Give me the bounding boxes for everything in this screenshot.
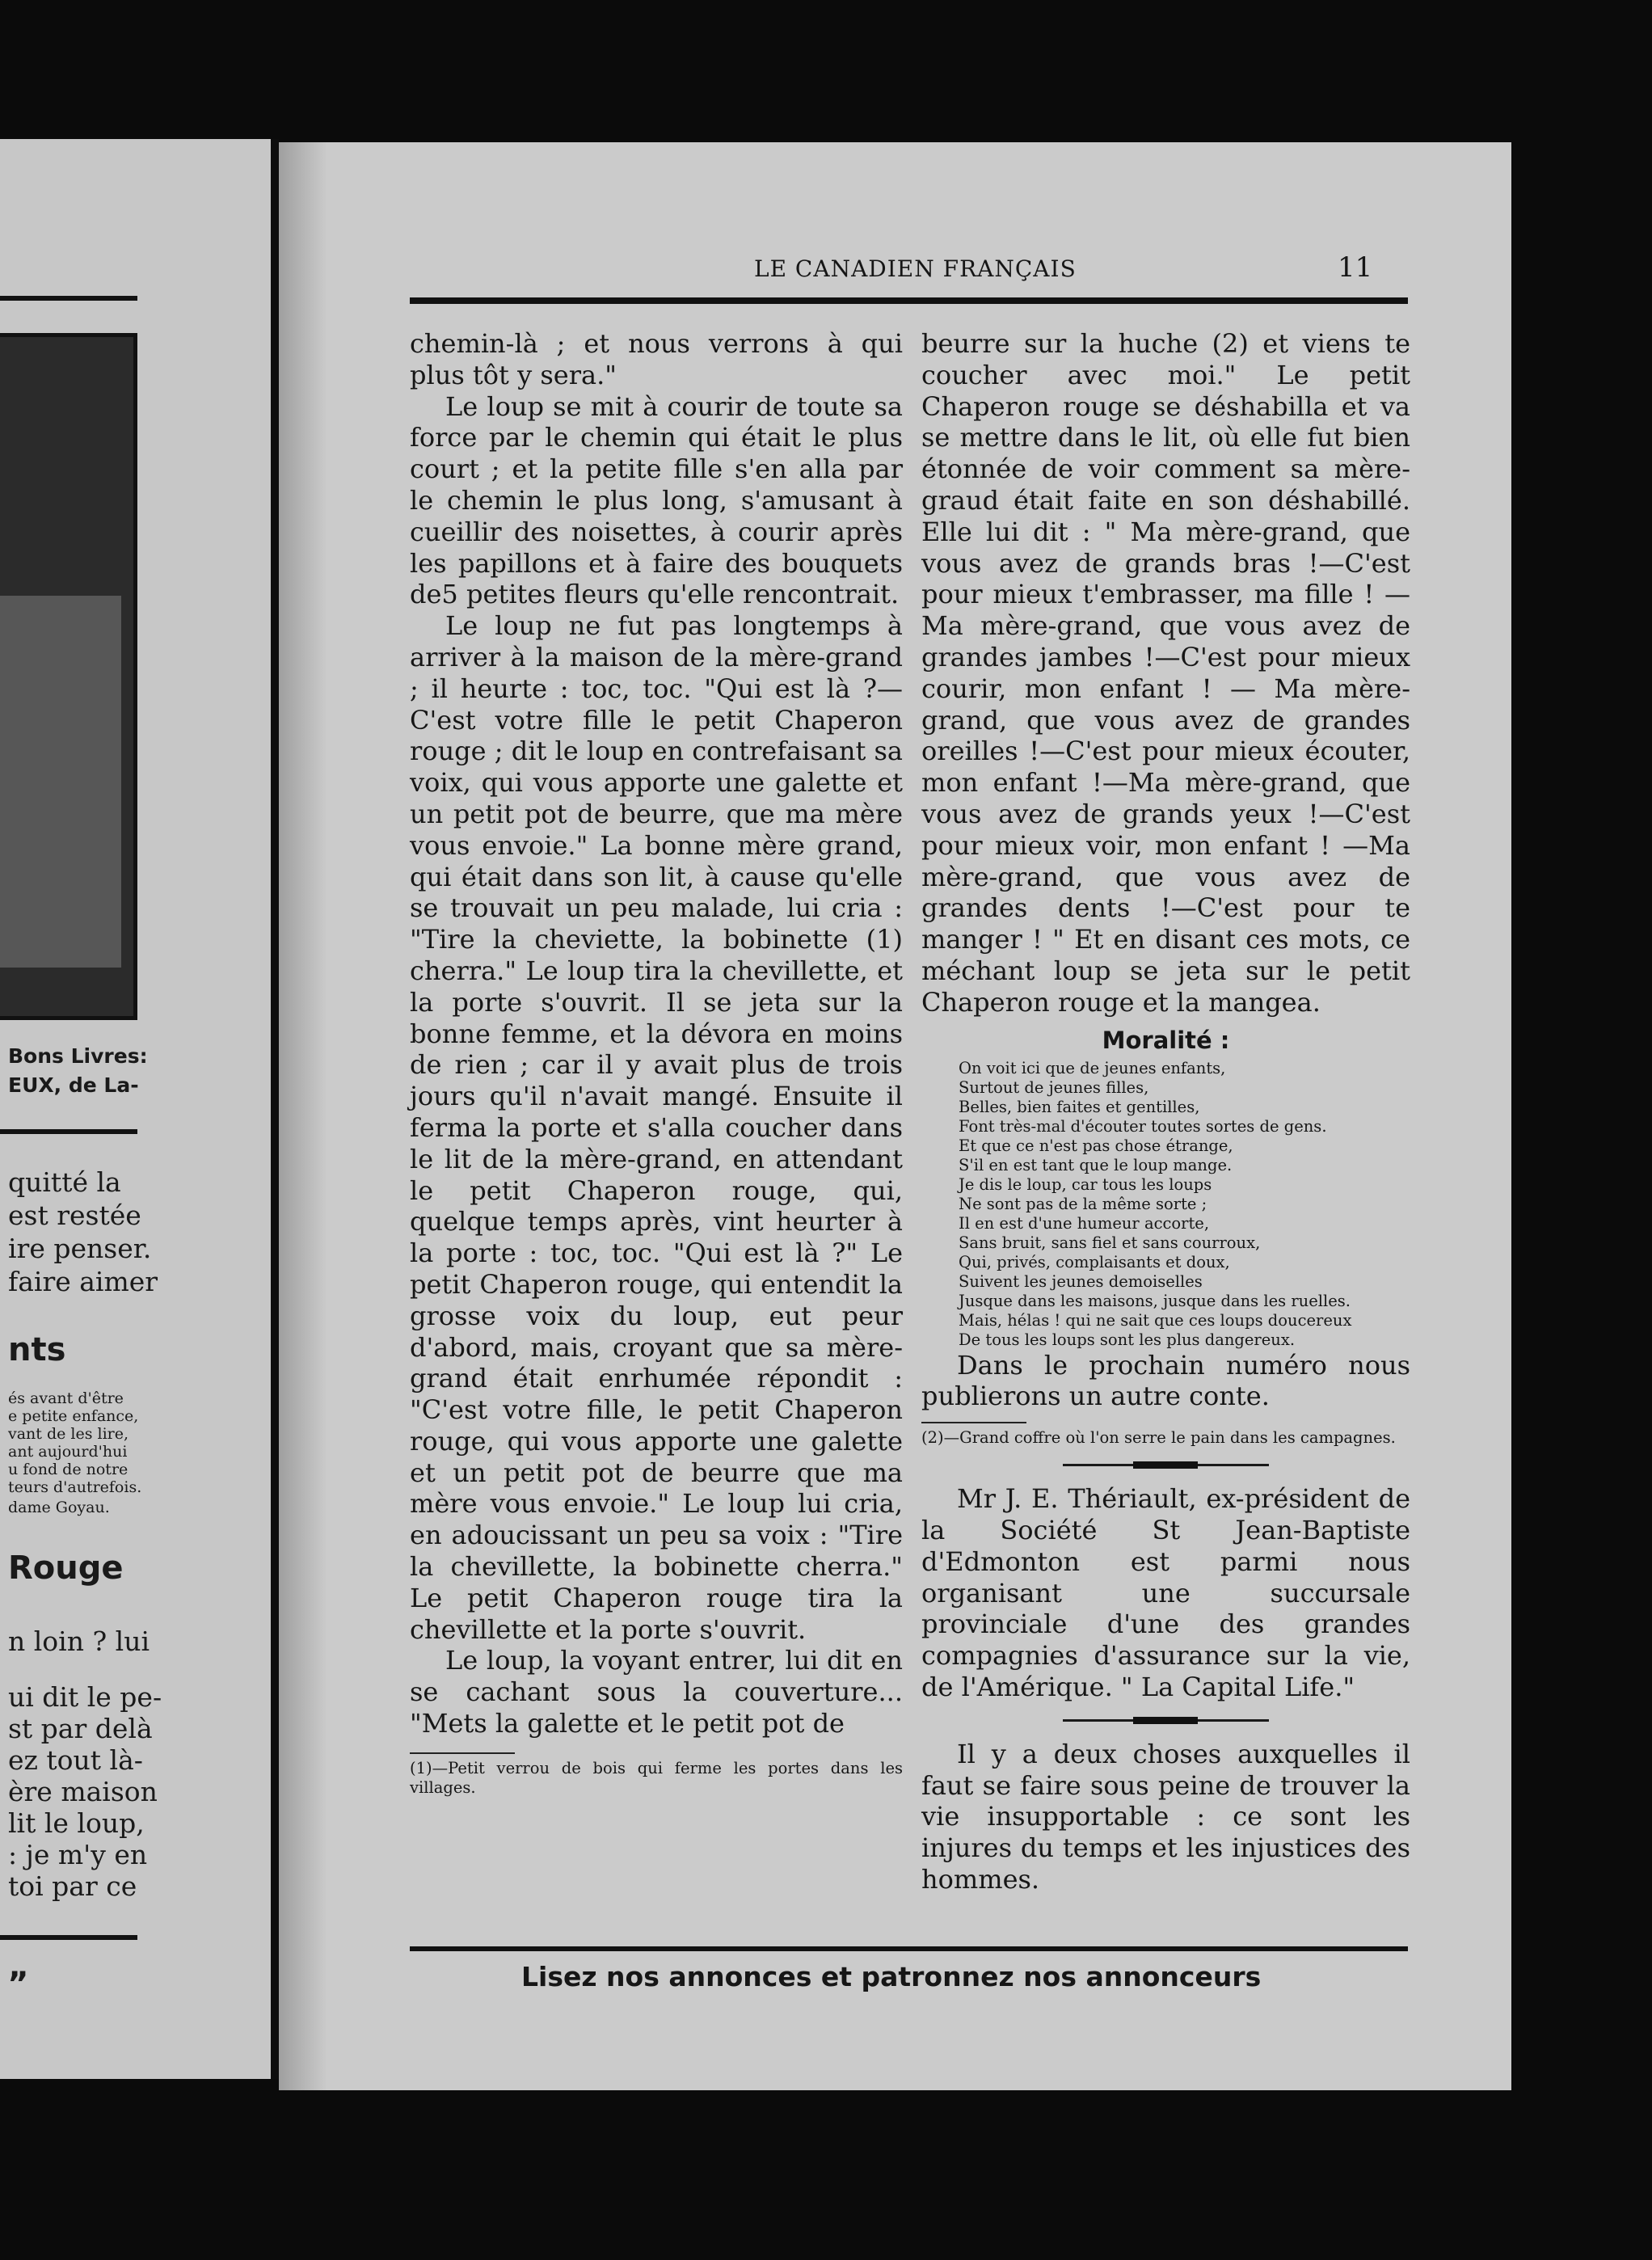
poem-line: Belles, bien faites et gentilles, — [959, 1097, 1200, 1116]
left-page-mid-rule — [0, 1129, 137, 1134]
maxim-paragraph: Il y a deux choses auxquelles il faut se faire sous peine de trouver la vie insupportable : ce sont les injures du temps et les injustices des hommes. — [921, 1738, 1410, 1895]
left-footer-mark: „ — [8, 1948, 30, 1985]
poem-line: Surtout de jeunes filles, — [959, 1077, 1149, 1097]
footnote-rule — [410, 1752, 515, 1754]
story-paragraph: Le loup se mit à courir de toute sa force par le chemin qui était le plus court ; et la petite fille s'en alla par le chemin le plus long, s'amusant à cueillir des noisettes, à courir après les papillons et à faire des bouquets de5 petites fleurs qu'elle rencontrait. — [410, 390, 903, 610]
left-body-line: toi par ce — [8, 1870, 137, 1902]
poem-line: Je dis le loup, car tous les loups — [959, 1174, 1212, 1194]
poem-line: S'il en est tant que le loup mange. — [959, 1155, 1233, 1174]
poem-line: Mais, hélas ! qui ne sait que ces loups doucereux — [959, 1310, 1352, 1330]
morality-heading: Moralité : — [1102, 1026, 1230, 1054]
left-body-line: ez tout là- — [8, 1744, 143, 1776]
left-small-line: e petite enfance, — [8, 1407, 139, 1425]
publication-title: LE CANADIEN FRANÇAIS — [754, 255, 1077, 282]
portrait-photo — [0, 333, 137, 1020]
page-gutter — [271, 139, 279, 2079]
left-page-top-rule — [0, 296, 137, 301]
left-small-line: dame Goyau. — [8, 1499, 110, 1516]
poem-line: Et que ce n'est pas chose étrange, — [959, 1136, 1233, 1155]
left-body-line: faire aimer — [8, 1266, 158, 1297]
right-column — [921, 328, 1410, 1895]
left-body-line: quitté la — [8, 1166, 121, 1198]
left-body-line: st par delà — [8, 1713, 153, 1744]
poem-line: Jusque dans les maisons, jusque dans les ruelles. — [959, 1291, 1351, 1310]
left-body-line: : je m'y en — [8, 1839, 148, 1870]
poem-line: On voit ici que de jeunes enfants, — [959, 1058, 1226, 1077]
left-column — [410, 328, 903, 1798]
poem-line: Qui, privés, complaisants et doux, — [959, 1252, 1230, 1271]
story-paragraph: Le loup, la voyant entrer, lui dit en se cachant sous la couverture... "Mets la galette et le petit pot de — [410, 1645, 903, 1739]
section-divider — [921, 1714, 1410, 1726]
story-paragraph: beurre sur la huche (2) et viens te coucher avec moi." Le petit Chaperon rouge se déshabilla et va se mettre dans le lit, où elle fut bien étonnée de voir comment sa mère-graud était faite en son déshabillé. Elle lui dit : " Ma mère-grand, que vous avez de grands bras !—C'est pour mieux t'embrasser, ma fille ! —Ma mère-grand, que vous avez de grandes jambes !—C'est pour mieux courir, mon enfant ! — Ma mère-grand, que vous avez de grandes oreilles !—C'est pour mieux écouter, mon enfant !—Ma mère-grand, que vous avez de grands yeux !—C'est pour mieux voir, mon enfant ! —Ma mère-grand, que vous avez de grandes dents !—C'est pour te manger ! " Et en disant ces mots, ce méchant loup se jeta sur le petit Chaperon rouge et la mangea. — [921, 328, 1410, 1018]
footnote: (1)—Petit verrou de bois qui ferme les portes dans les villages. — [410, 1758, 903, 1797]
left-body-line: ui dit le pe- — [8, 1681, 162, 1713]
page-number: 11 — [1338, 251, 1373, 284]
left-body-line: ire penser. — [8, 1233, 152, 1264]
left-body-line: ère maison — [8, 1776, 158, 1807]
left-small-line: ant aujourd'hui — [8, 1443, 128, 1461]
footnote-rule — [921, 1422, 1026, 1423]
header-rule — [410, 297, 1408, 304]
morality-poem — [921, 1059, 1410, 1350]
story-paragraph: chemin-là ; et nous verrons à qui plus tôt y sera." — [410, 328, 903, 390]
left-caption-line-2: EUX, de La- — [8, 1073, 139, 1097]
poem-line: Font très-mal d'écouter toutes sortes de gens. — [959, 1116, 1327, 1136]
left-small-line: u fond de notre — [8, 1461, 129, 1478]
left-body-line: lit le loup, — [8, 1807, 145, 1839]
left-small-line: és avant d'être — [8, 1389, 124, 1407]
left-heading: Rouge — [8, 1550, 124, 1587]
poem-line: Sans bruit, sans fiel et sans courroux, — [959, 1233, 1261, 1252]
left-small-line: vant de les lire, — [8, 1425, 129, 1443]
left-heading: nts — [8, 1331, 66, 1368]
left-body-line: est restée — [8, 1200, 141, 1231]
poem-line: De tous les loups sont les plus dangereux. — [959, 1330, 1296, 1349]
left-caption-line-1: Bons Livres: — [8, 1044, 148, 1068]
left-small-line: teurs d'autrefois. — [8, 1478, 142, 1496]
footnote: (2)—Grand coffre où l'on serre le pain dans les campagnes. — [921, 1428, 1396, 1448]
story-paragraph: Le loup ne fut pas longtemps à arriver à la maison de la mère-grand ; il heurte : toc, toc. "Qui est là ?—C'est votre fille le petit Chaperon rouge ; dit le loup en contrefaisant sa voix, qui vous apporte une galette et un petit pot de beurre, que ma mère vous envoie." La bonne mère grand, qui était dans son lit, à cause qu'elle se trouvait un peu malade, lui cria : "Tire la cheviette, la bobinette (1) cherra." Le loup tira la chevillette, et la porte s'ouvrit. Il se jeta sur la bonne femme, et la dévora en moins de rien ; car il y avait plus de trois jours qu'il n'avait mangé. Ensuite il ferma la porte et s'alla coucher dans le lit de la mère-grand, en attendant le petit Chaperon rouge, qui, quelque temps après, vint heurter à la porte : toc, toc. "Qui est là ?" Le petit Chaperon rouge, qui entendit la grosse voix du loup, eut peur d'abord, mais, croyant que sa mère-grand était enrhumée répondit : "C'est votre fille, le petit Chaperon rouge, qui vous apporte une galette et un petit pot de beurre que ma mère vous envoie." Le loup lui cria, en adoucissant un peu sa voix : "Tire la chevillette, la bobinette cherra." Le petit Chaperon rouge tira la chevillette et la porte s'ouvrit. — [410, 610, 903, 1645]
left-page-bottom-rule — [0, 1935, 137, 1940]
left-body-line: n loin ? lui — [8, 1625, 150, 1657]
poem-line: Il en est d'une humeur accorte, — [959, 1213, 1210, 1233]
poem-line: Suivent les jeunes demoiselles — [959, 1271, 1203, 1291]
poem-line: Ne sont pas de la même sorte ; — [959, 1194, 1207, 1213]
advertiser-banner: Lisez nos annonces et patronnez nos annonceurs — [521, 1961, 1262, 1992]
announcement-paragraph: Mr J. E. Thériault, ex-président de la Société St Jean-Baptiste d'Edmonton est parmi nous organisant une succursale provinciale d'une des grandes compagnies d'assurance sur la vie, de l'Amérique. " La Capital Life." — [921, 1483, 1410, 1702]
previous-page-fragment — [0, 139, 271, 2079]
section-divider — [921, 1459, 1410, 1470]
footer-rule — [410, 1946, 1408, 1951]
magazine-page — [279, 142, 1511, 2090]
next-issue-note: Dans le prochain numéro nous publierons un autre conte. — [921, 1349, 1410, 1412]
